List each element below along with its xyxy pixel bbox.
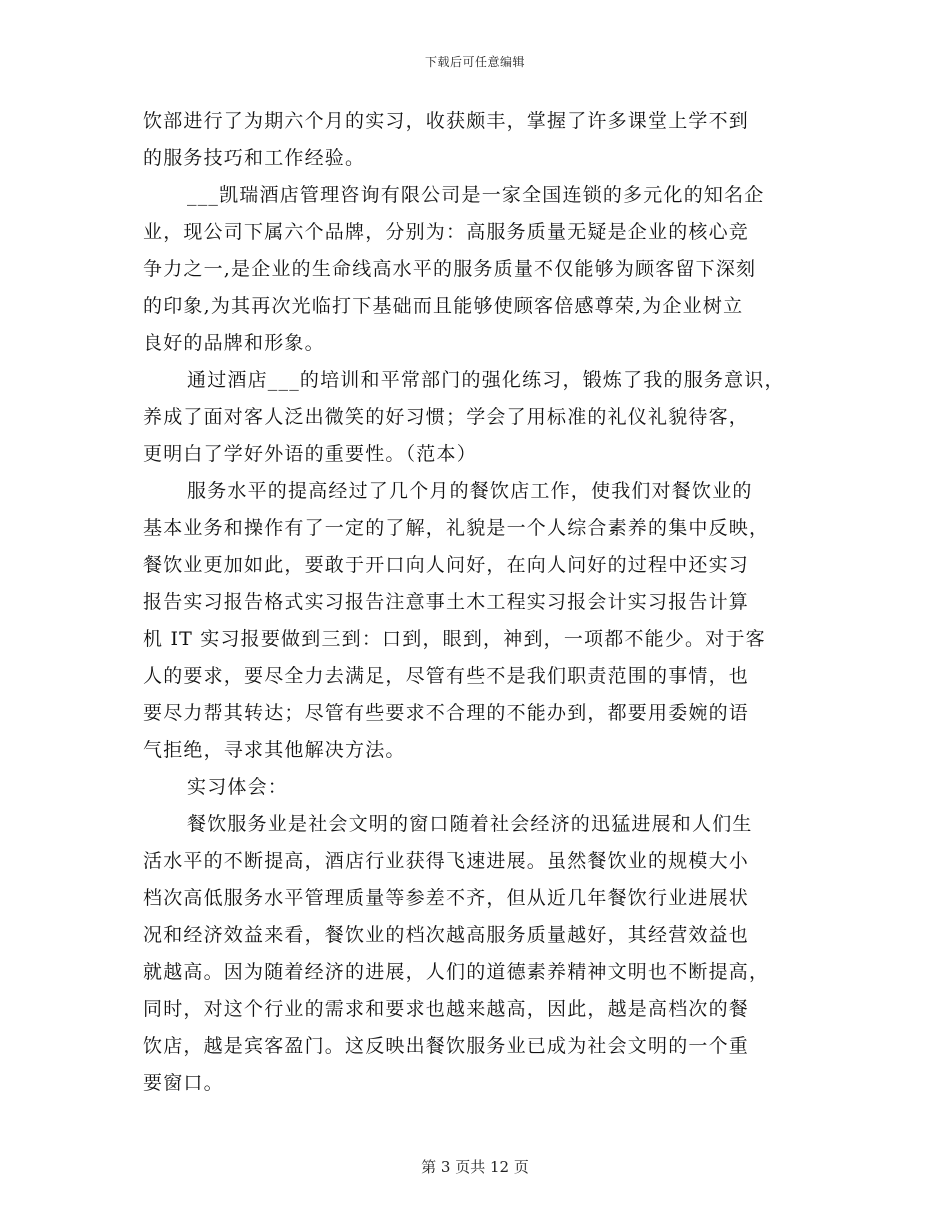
text-line: 同时，对这个行业的需求和要求也越来越高，因此，越是高档次的餐 (143, 998, 750, 1020)
text-line: 要窗口。 (143, 1072, 224, 1094)
page-header-note: 下载后可任意编辑 (424, 55, 525, 69)
text-line: 的印象,为其再次光临打下基础而且能够使顾客倍感尊荣,为企业树立 (143, 295, 744, 317)
text-line: 更明白了学好外语的重要性。（范本） (143, 443, 477, 465)
text-line: 饮店，越是宾客盈门。这反映出餐饮服务业已成为社会文明的一个重 (143, 1035, 750, 1057)
text-line: 业，现公司下属六个品牌，分别为：高服务质量无疑是企业的核心竞 (143, 221, 750, 243)
paragraph-start-line: ___凯瑞酒店管理咨询有限公司是一家全国连锁的多元化的知名企 (187, 184, 765, 206)
text-line: 的服务技巧和工作经验。 (143, 147, 366, 169)
text-line: 饮部进行了为期六个月的实习，收获颇丰，掌握了许多课堂上学不到 (143, 110, 750, 132)
paragraph-start-line: 服务水平的提高经过了几个月的餐饮店工作，使我们对餐饮业的 (187, 480, 753, 502)
text-line: 要尽力帮其转达；尽管有些要求不合理的不能办到，都要用委婉的语 (143, 702, 750, 724)
section-heading: 实习体会： (187, 776, 289, 798)
text-line: 就越高。因为随着经济的进展，人们的道德素养精神文明也不断提高， (143, 961, 770, 983)
text-line: 活水平的不断提高，酒店行业获得飞速进展。虽然餐饮业的规模大小 (143, 850, 750, 872)
text-line: 况和经济效益来看，餐饮业的档次越高服务质量越好，其经营效益也 (143, 924, 750, 946)
text-line: 气拒绝，寻求其他解决方法。 (143, 739, 406, 761)
page-number: 第 3 页共 12 页 (421, 1158, 529, 1176)
text-line: 争力之一,是企业的生命线高水平的服务质量不仅能够为顾客留下深刻 (143, 258, 757, 280)
text-line: 养成了面对客人泛出微笑的好习惯；学会了用标准的礼仪礼貌待客， (143, 406, 750, 428)
text-line: 人的要求，要尽全力去满足，尽管有些不是我们职责范围的事情，也 (143, 665, 750, 687)
text-line: 机 IT 实习报要做到三到：口到，眼到，神到，一项都不能少。对于客 (143, 628, 766, 650)
paragraph-start-line: 通过酒店___的培训和平常部门的强化练习，锻炼了我的服务意识， (187, 369, 785, 391)
text-line: 报告实习报告格式实习报告注意事土木工程实习报会计实习报告计算 (143, 591, 750, 613)
document-body (143, 103, 823, 1102)
text-line: 餐饮业更加如此，要敢于开口向人问好，在向人问好的过程中还实习 (143, 554, 750, 576)
text-line: 良好的品牌和形象。 (143, 332, 325, 354)
text-line: 基本业务和操作有了一定的了解，礼貌是一个人综合素养的集中反映， (143, 517, 770, 539)
paragraph-start-line: 餐饮服务业是社会文明的窗口随着社会经济的迅猛进展和人们生 (187, 813, 753, 835)
text-line: 档次高低服务水平管理质量等参差不齐，但从近几年餐饮行业进展状 (143, 887, 750, 909)
